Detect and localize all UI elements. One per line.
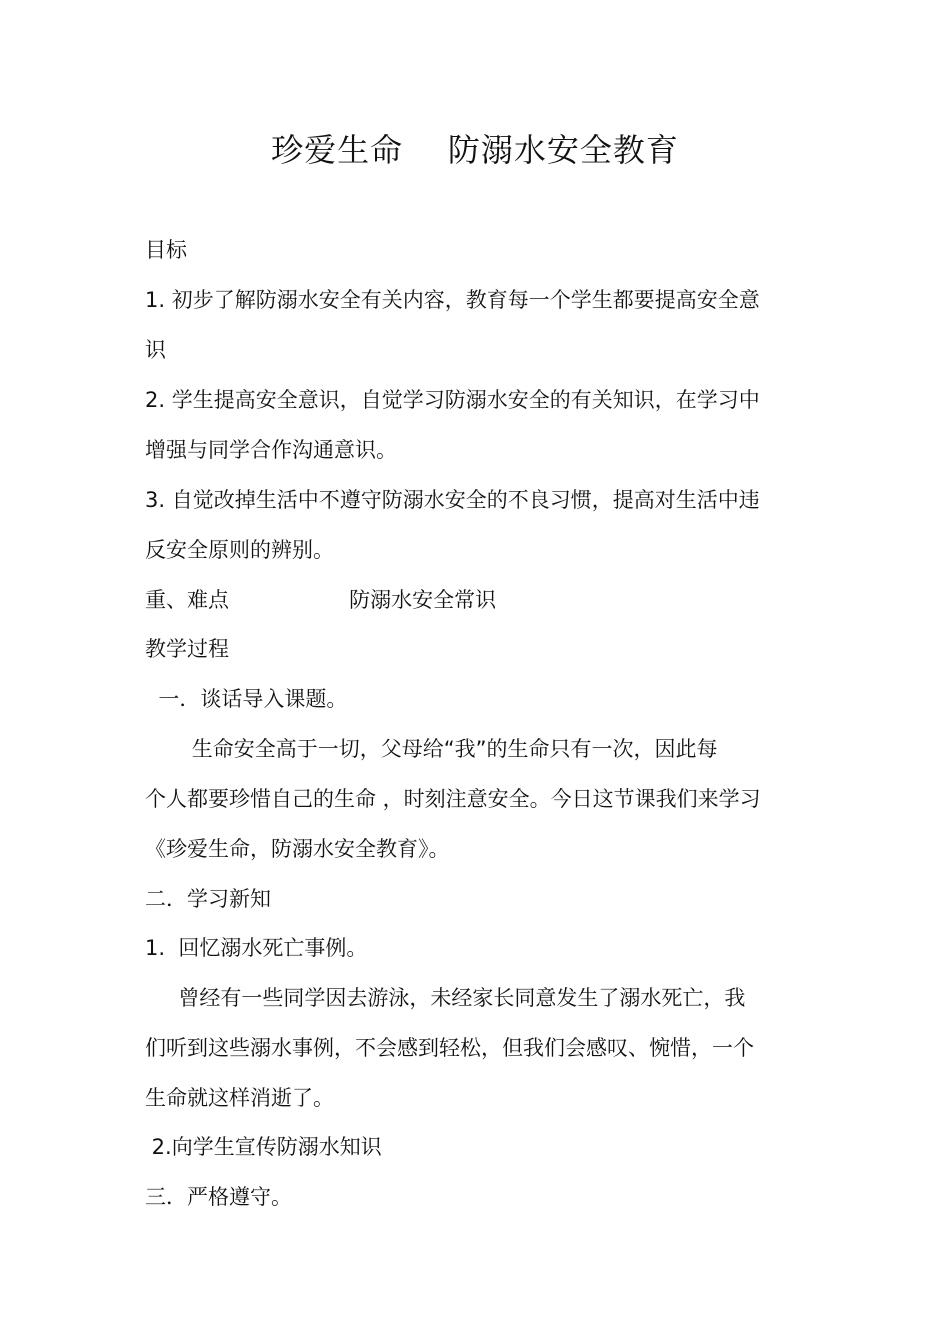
section-3-heading: 三．严格遵守。 [145, 1185, 292, 1209]
item-1-para-line-1: 曾经有一些同学因去游泳，未经家长同意发生了溺水死亡，我 [145, 986, 746, 1010]
key-points-line: 重、难点 防溺水安全常识 [145, 588, 497, 612]
objective-1-line-1: 1. 初步了解防溺水安全有关内容，教育每一个学生都要提高安全意 [145, 288, 760, 312]
item-1-heading: 1. 回忆溺水死亡事例。 [145, 936, 368, 960]
objective-2-line-1: 2. 学生提高安全意识，自觉学习防溺水安全的有关知识，在学习中 [145, 388, 760, 412]
section-2-heading: 二．学习新知 [145, 887, 271, 911]
section-1-heading: 一．谈话导入课题。 [145, 687, 348, 711]
objective-3-line-2: 反安全原则的辨别。 [145, 538, 334, 562]
section-1-para-line-1: 生命安全高于一切，父母给“我”的生命只有一次，因此每 [145, 737, 718, 761]
objective-2-line-2: 增强与同学合作沟通意识。 [145, 438, 397, 462]
heading-teaching-process: 教学过程 [145, 637, 229, 661]
item-2-heading: 2.向学生宣传防溺水知识 [145, 1135, 382, 1159]
document-title: 珍爱生命 防溺水安全教育 [271, 131, 679, 169]
item-1-para-line-3: 生命就这样消逝了。 [145, 1086, 334, 1110]
objective-1-line-2: 识 [145, 338, 166, 362]
section-1-para-line-3: 《珍爱生命，防溺水安全教育》。 [145, 837, 450, 861]
section-1-para-line-2: 个人都要珍惜自己的生命 ，时刻注意安全。今日这节课我们来学习 [145, 787, 761, 811]
heading-objectives: 目标 [145, 238, 187, 262]
objective-3-line-1: 3. 自觉改掉生活中不遵守防溺水安全的不良习惯，提高对生活中违 [145, 488, 760, 512]
item-1-para-line-2: 们听到这些溺水事例，不会感到轻松，但我们会感叹、惋惜，一个 [145, 1036, 754, 1060]
